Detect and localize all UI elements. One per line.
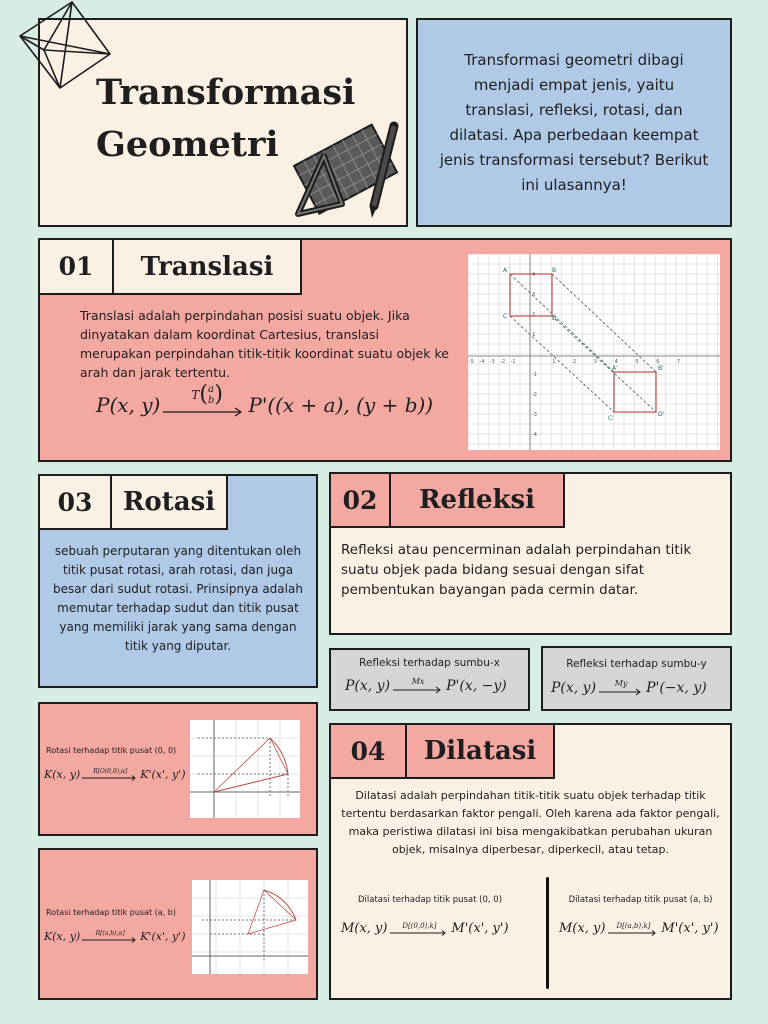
refleksi-panel: [329, 472, 732, 635]
vector-paren-right: ): [214, 382, 223, 407]
point-label: C': [608, 415, 614, 422]
rotasi-origin-label: Rotasi terhadap titik pusat (0, 0): [46, 746, 177, 755]
dilatasi-heading: Dilatasi: [405, 723, 555, 779]
rotasi-ab-card: [38, 848, 318, 1000]
x-tick-label: -5: [469, 359, 474, 365]
dilatasi-origin-arrow: [390, 922, 448, 936]
refleksi-x-left: P(x, y): [345, 678, 391, 694]
refleksi-x-card: [329, 648, 530, 711]
refleksi-number: 02: [329, 472, 391, 528]
refleksi-text: Refleksi atau pencerminan adalah perpindahan titik suatu objek pada bidang sesuai dengan sifat pembentukan bayangan pada cermin datar.: [341, 542, 692, 598]
arrow-icon: [608, 930, 658, 936]
arrow-icon: [163, 387, 245, 420]
rotasi-ab-arrow: [82, 930, 138, 943]
point-label: C: [503, 313, 508, 320]
rotasi-ab-op: R[(a,b),α]: [95, 930, 125, 937]
dilatasi-origin-label: Dilatasi terhadap titik pusat (0, 0): [357, 895, 503, 905]
refleksi-y-formula: [551, 680, 707, 696]
y-tick-label: 4: [532, 272, 536, 278]
refleksi-y-right: P'(−x, y): [646, 680, 707, 696]
vector-paren-left: (: [199, 382, 208, 407]
dilatasi-ab-arrow: [608, 922, 658, 936]
rotasi-origin-card: [38, 702, 318, 836]
y-tick-label: -4: [532, 432, 537, 438]
dilatasi-origin-op: D[(0,0),k]: [402, 922, 437, 930]
dilatasi-origin-right: M'(x', y'): [451, 921, 509, 936]
point-label: D': [658, 411, 665, 418]
rotasi-ab-right: K'(x', y'): [140, 930, 186, 943]
y-tick-label: -1: [532, 372, 537, 378]
point-label: B': [658, 365, 664, 372]
refleksi-x-formula: [345, 678, 507, 694]
refleksi-y-label: Refleksi terhadap sumbu-y: [566, 658, 707, 670]
x-tick-label: 7: [677, 359, 681, 365]
octahedron-icon: [14, 0, 114, 92]
arrow-icon: [599, 688, 643, 696]
refleksi-y-left: P(x, y): [551, 680, 597, 696]
translasi-panel: [38, 238, 732, 462]
rotasi-origin-right: K'(x', y'): [140, 768, 186, 781]
rotasi-origin-arrow: [82, 768, 138, 781]
translasi-formula: [96, 382, 434, 420]
arrow-icon: [393, 686, 443, 694]
dilatasi-ab-left: M(x, y): [559, 921, 606, 936]
arrow-icon: [82, 937, 138, 943]
x-tick-label: -2: [500, 359, 506, 365]
x-tick-label: 2: [573, 359, 577, 365]
x-tick-label: -4: [479, 359, 485, 365]
intro-panel: [416, 18, 732, 227]
rotasi-origin-op: R[O(0,0),α]: [93, 768, 128, 775]
rotasi-text: sebuah perputaran yang ditentukan oleh titik pusat rotasi, arah rotasi, dan juga besar dari sudut rotasi. Prinsipnya adalah memutar terhadap sudut dan titik pusat yang memiliki jarak yang sama dengan titik yang diputar.: [53, 544, 303, 653]
dilatasi-ab-right: M'(x', y'): [661, 921, 719, 936]
point-label: B: [552, 267, 557, 274]
rotasi-origin-left: K(x, y): [44, 768, 81, 781]
refleksi-x-op: Mx: [411, 677, 425, 686]
arrow-icon: [82, 775, 138, 781]
refleksi-x-label: Refleksi terhadap sumbu-x: [359, 657, 500, 669]
point-label: D: [552, 315, 557, 322]
dilatasi-ab-label: Dilatasi terhadap titik pusat (a, b): [568, 895, 713, 905]
dilatasi-ab-formula: [559, 921, 719, 936]
y-tick-label: 2: [532, 312, 536, 318]
dilatasi-origin-left: M(x, y): [341, 921, 388, 936]
x-tick-label: 3: [593, 359, 597, 365]
refleksi-x-arrow: [393, 678, 443, 694]
rotasi-number: 03: [38, 474, 112, 530]
vector-a: a: [207, 383, 214, 395]
translasi-number: 01: [38, 238, 114, 295]
divider: [546, 877, 549, 989]
rotasi-panel: [38, 474, 318, 688]
page-title-line1: Transformasi: [96, 72, 356, 113]
refleksi-y-arrow: [599, 680, 643, 696]
point-label: A: [503, 267, 508, 274]
dilatasi-text: Dilatasi adalah perpindahan titik-titik suatu objek terhadap titik tertentu berdasarkan faktor pengali. Oleh karena ada faktor pengali, maka peristiwa dilatasi ini bisa mengakibatkan perubahan ukuran objek, misalnya diperbesar, diperkecil, atau tetap.: [341, 789, 720, 856]
page-title-line2: Geometri: [96, 124, 279, 165]
rotasi-ab-label: Rotasi terhadap titik pusat (a, b): [46, 908, 176, 917]
dilatasi-ab-op: D[(a,b),k]: [616, 922, 651, 930]
formula-right: P'((x + a), (y + b)): [248, 393, 434, 417]
y-tick-label: -2: [532, 392, 537, 398]
translasi-heading: Translasi: [112, 238, 302, 295]
y-tick-label: 3: [532, 292, 536, 298]
rotasi-heading: Rotasi: [110, 474, 228, 530]
intro-text: Transformasi geometri dibagi menjadi empat jenis, yaitu translasi, refleksi, rotasi, dan dilatasi. Apa perbedaan keempat jenis transformasi tersebut? Berikut ini ulasannya!: [439, 50, 709, 194]
x-tick-label: 5: [635, 359, 639, 365]
refleksi-y-op: My: [614, 679, 628, 688]
translasi-graph: [468, 254, 720, 450]
dilatasi-number: 04: [329, 723, 407, 779]
rotasi-ab-left: K(x, y): [44, 930, 81, 943]
x-tick-label: -1: [510, 359, 516, 365]
arrow-icon: [390, 930, 448, 936]
rotasi-ab-graph: [192, 880, 308, 974]
dilatasi-origin-formula: [341, 921, 509, 936]
x-tick-label: 6: [656, 359, 660, 365]
point-label: A': [612, 365, 618, 372]
formula-left: P(x, y): [96, 393, 161, 417]
refleksi-x-right: P'(x, −y): [446, 678, 507, 694]
rotasi-origin-formula: [44, 768, 186, 781]
dilatasi-panel: [329, 723, 732, 1000]
y-tick-label: 1: [532, 332, 536, 338]
rotasi-ab-formula: [44, 930, 186, 943]
formula-arrow: [163, 382, 245, 420]
x-tick-label: 4: [614, 359, 618, 365]
vector-b: b: [207, 394, 215, 406]
ruler-grid-icon: [284, 120, 408, 220]
refleksi-y-card: [541, 646, 732, 711]
op-letter: T: [191, 387, 200, 402]
rotasi-origin-graph: [190, 720, 300, 818]
refleksi-heading: Refleksi: [389, 472, 565, 528]
y-tick-label: -3: [532, 412, 537, 418]
translasi-text: Translasi adalah perpindahan posisi suatu objek. Jika dinyatakan dalam koordinat Cartesius, translasi merupakan perpindahan titik-titik koordinat suatu objek ke arah dan jarak tertentu.: [80, 308, 449, 380]
x-tick-label: 1: [552, 359, 556, 365]
x-tick-label: -3: [489, 359, 495, 365]
